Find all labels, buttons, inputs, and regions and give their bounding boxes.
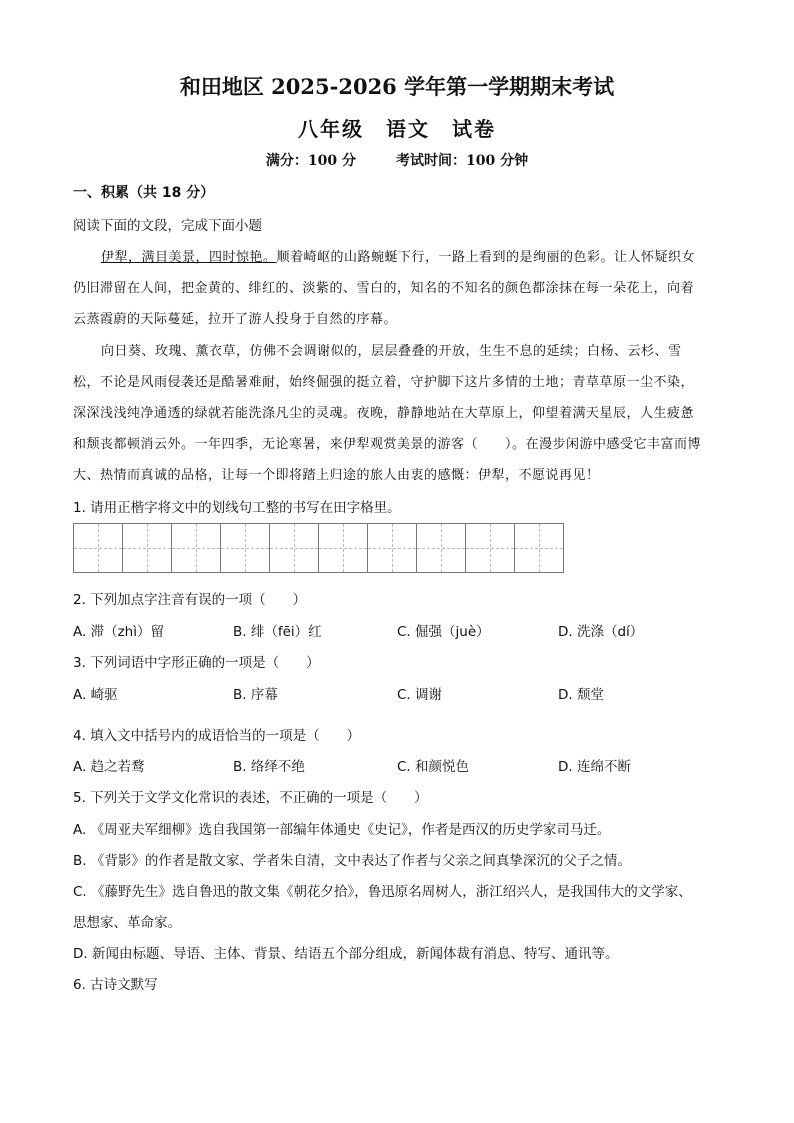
option-b[interactable]: B. 序幕	[233, 687, 278, 703]
tianzige-grid[interactable]	[73, 523, 564, 573]
reading-instruction: 阅读下面的文段，完成下面小题	[73, 218, 262, 234]
option-c[interactable]: C. 倔强（juè）	[397, 624, 490, 640]
full-score: 满分：100 分	[265, 153, 356, 169]
q5-option-c-cont: 思想家、革命家。	[73, 915, 181, 931]
tianzige-cell[interactable]	[172, 524, 221, 572]
passage-line: 松，不论是风雨侵袭还是酷暑难耐，始终倔强的挺立着，守护脚下这片多情的土地；青草草原一尘不染，	[73, 375, 695, 390]
q5-option-d[interactable]: D. 新闻由标题、导语、主体、背景、结语五个部分组成，新闻体裁有消息、特写、通讯等。	[73, 946, 619, 962]
passage-line: 向日葵、玫瑰、薰衣草，仿佛不会调谢似的，层层叠叠的开放，生生不息的延续；白杨、云杉、雪	[101, 344, 682, 359]
option-c[interactable]: C. 和颜悦色	[397, 759, 470, 775]
question-1: 1. 请用正楷字将文中的划线句工整的书写在田字格里。	[73, 500, 401, 516]
option-c[interactable]: C. 调谢	[397, 687, 443, 703]
option-b[interactable]: B. 绯（fēi）红	[233, 624, 322, 640]
tianzige-cell[interactable]	[221, 524, 270, 572]
tianzige-cell[interactable]	[123, 524, 172, 572]
question-5: 5. 下列关于文学文化常识的表述，不正确的一项是（ ）	[73, 790, 428, 806]
exam-info	[0, 150, 794, 170]
passage-line: 大、热情而真诚的品格，让每一个即将踏上归途的旅人由衷的感慨：伊犁，不愿说再见！	[73, 468, 600, 483]
tianzige-cell[interactable]	[466, 524, 515, 572]
option-b[interactable]: B. 络绎不绝	[233, 759, 305, 775]
passage-line: 和颓丧都顿消云外。一年四季，无论寒暑，来伊犁观赏美景的游客（ ）。在漫步闲游中感受它丰富而博	[73, 437, 702, 452]
question-4: 4. 填入文中括号内的成语恰当的一项是（ ）	[73, 728, 361, 744]
q5-option-a[interactable]: A. 《周亚夫军细柳》选自我国第一部编年体通史《史记》，作者是西汉的历史学家司马迁。	[73, 822, 611, 838]
passage-line: 深深浅浅纯净通透的绿就若能洗涤凡尘的灵魂。夜晚，静静地站在大草原上，仰望着满天星辰，人生疲惫	[73, 406, 695, 421]
exam-title: 和田地区 2025-2026 学年第一学期期末考试	[179, 74, 615, 99]
tianzige-cell[interactable]	[515, 524, 563, 572]
option-a[interactable]: A. 滞（zhì）留	[73, 624, 164, 640]
exam-subtitle: 八年级 语文 试卷	[298, 117, 496, 141]
tianzige-cell[interactable]	[368, 524, 417, 572]
section-heading: 一、积累（共 18 分）	[73, 185, 215, 201]
option-a[interactable]: A. 崎驱	[73, 687, 118, 703]
tianzige-cell[interactable]	[270, 524, 319, 572]
tianzige-cell[interactable]	[417, 524, 466, 572]
exam-time: 考试时间：100 分钟	[396, 153, 529, 169]
option-d[interactable]: D. 洗涤（dí）	[558, 624, 644, 640]
question-2: 2. 下列加点字注音有误的一项（ ）	[73, 592, 307, 608]
option-d[interactable]: D. 颓堂	[558, 687, 604, 703]
option-a[interactable]: A. 趋之若鹜	[73, 759, 145, 775]
passage-line: 云蒸霞蔚的天际蔓延，拉开了游人投身于自然的序幕。	[73, 312, 398, 327]
tianzige-cell[interactable]	[74, 524, 123, 572]
passage-line: 仍旧滞留在人间，把金黄的、绯红的、淡紫的、雪白的，知名的不知名的颜色都涂抹在每一朵花上，向着	[73, 281, 695, 296]
passage-line: 伊犁，满目美景，四时惊艳。顺着崎岖的山路蜿蜒下行，一路上看到的是绚丽的色彩。让人怀疑织女	[101, 250, 696, 265]
q5-option-b[interactable]: B. 《背影》的作者是散文家、学者朱自清，文中表达了作者与父亲之间真挚深沉的父子之情。	[73, 853, 631, 869]
question-3: 3. 下列词语中字形正确的一项是（ ）	[73, 655, 320, 671]
tianzige-cell[interactable]	[319, 524, 368, 572]
underlined-sentence: 伊犁，满目美景，四时惊艳。	[101, 250, 277, 265]
option-d[interactable]: D. 连绵不断	[558, 759, 631, 775]
q5-option-c[interactable]: C. 《藤野先生》选自鲁迅的散文集《朝花夕拾》，鲁迅原名周树人，浙江绍兴人，是我国伟大的文学家、	[73, 884, 692, 900]
question-6: 6. 古诗文默写	[73, 977, 158, 993]
